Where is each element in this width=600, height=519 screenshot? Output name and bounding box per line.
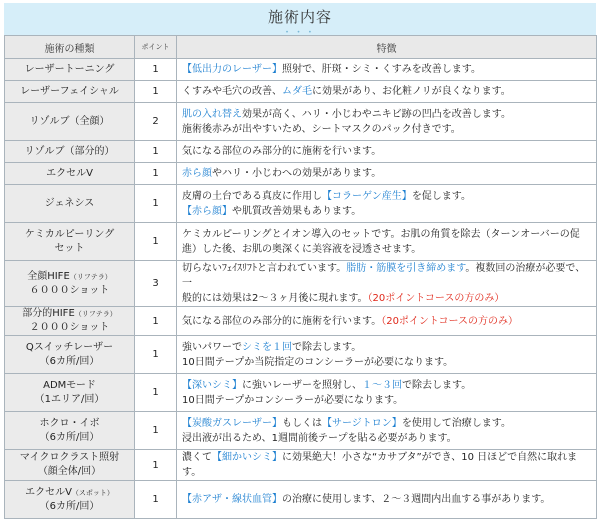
table-row: [5, 163, 597, 185]
feature-text: もしくは: [282, 417, 322, 429]
feature-text: を使用して治療します。: [401, 417, 512, 429]
feature-text: 皮膚の土台である真皮に作用し: [182, 190, 322, 202]
treatment-name-main: リゾルブ（部分的）: [24, 145, 115, 157]
column-header-name: 施術の種類: [5, 36, 135, 59]
feature-text: 強いパワーで: [182, 341, 242, 353]
points-value: 1: [135, 59, 177, 81]
points-value: 1: [135, 307, 177, 336]
highlight-text: ムダ毛: [282, 86, 312, 97]
features-cell: [177, 185, 597, 223]
features-cell: [177, 81, 597, 103]
points-value: 1: [135, 481, 177, 519]
highlight-text: 【赤アザ・線状血管】: [182, 494, 282, 505]
treatment-name-main: Qスイッチレーザー: [25, 341, 114, 353]
features-cell: [177, 481, 597, 519]
feature-text: や肌質改善効果もあります。: [232, 205, 362, 217]
features-cell: [177, 223, 597, 261]
features-cell: [177, 412, 597, 450]
table-row: [5, 261, 597, 307]
treatment-name: [5, 81, 135, 103]
features-cell: [177, 261, 597, 307]
column-header-points: ポイント: [135, 36, 177, 59]
feature-text: 気になる部位のみ部分的に施術を行います。: [182, 146, 382, 157]
feature-text: 切らないﾌｪｲｽﾘﾌﾄと言われています。: [182, 263, 347, 274]
table-row: [5, 307, 597, 336]
treatment-name-sub: セット: [54, 242, 85, 254]
treatment-name-main: レーザーフェイシャル: [20, 85, 119, 97]
feature-text: 濃くて: [182, 452, 212, 463]
table-row: [5, 81, 597, 103]
treatment-name-note: （リフテラ）: [69, 272, 112, 281]
points-value: 1: [135, 141, 177, 163]
highlight-text: 【赤ら顔】: [182, 205, 232, 217]
points-value: 2: [135, 103, 177, 141]
treatment-name-main: 部分的HIFE: [22, 308, 75, 319]
treatment-name: [5, 185, 135, 223]
highlight-text: １～３回: [362, 379, 402, 391]
treatment-name: [5, 307, 135, 336]
table-row: [5, 59, 597, 81]
page-title: 施術内容: [267, 8, 332, 26]
treatment-name: [5, 163, 135, 185]
treatment-name-main: エクセルV: [46, 167, 93, 179]
feature-text: 浸出液が出るため、1週間前後テープを貼る必要があります。: [182, 432, 457, 444]
features-cell: [177, 141, 597, 163]
treatment-name-main: ホクロ・イボ: [39, 417, 100, 429]
treatment-name: [5, 336, 135, 374]
features-cell: [177, 307, 597, 336]
feature-text: 照射で、肝斑・シミ・くすみを改善します。: [282, 64, 481, 75]
features-cell: [177, 450, 597, 481]
table-body: [5, 59, 597, 519]
treatment-table: [4, 35, 597, 519]
highlight-text: 【サージトロン】: [322, 417, 402, 429]
note-text: （20ポイントコースの方のみ）: [381, 315, 519, 327]
treatment-name-sub: ２０００ショット: [29, 322, 110, 333]
treatment-name: [5, 450, 135, 481]
table-row: [5, 103, 597, 141]
points-value: 1: [135, 223, 177, 261]
points-value: 1: [135, 185, 177, 223]
highlight-text: 脂肪・筋膜を引き締めます: [346, 263, 466, 274]
table-row: [5, 450, 597, 481]
treatment-name: [5, 261, 135, 307]
highlight-text: シミを１回: [242, 341, 292, 353]
feature-text: 効果が高く、ハリ・小じわやニキビ跡の凹凸を改善します。: [242, 108, 511, 120]
title-bar: [4, 3, 596, 35]
title-dots-decoration: • • •: [285, 29, 315, 36]
note-text: （20ポイントコースの方のみ）: [367, 293, 505, 304]
feature-text: 。複数回の治療が必要で、一: [182, 263, 586, 289]
table-row: [5, 412, 597, 450]
treatment-name-sub: （1エリア/回）: [34, 393, 105, 405]
treatment-name-note: （リフテラ）: [74, 310, 117, 318]
table-row: [5, 141, 597, 163]
highlight-text: 【低出力のレーザー】: [182, 64, 282, 75]
table-row: [5, 336, 597, 374]
points-value: 3: [135, 261, 177, 307]
feature-text: 10日間テープかコンシーラーが必要になります。: [182, 394, 404, 406]
points-value: 1: [135, 450, 177, 481]
treatment-name-sub: （顔全体/回）: [37, 466, 102, 477]
table-row: [5, 185, 597, 223]
feature-text: で除去します。: [292, 341, 362, 353]
treatment-name-main: 全顔HIFE: [27, 270, 70, 282]
highlight-text: 【炭酸ガスレーザー】: [182, 417, 282, 429]
points-value: 1: [135, 374, 177, 412]
features-cell: [177, 163, 597, 185]
treatment-name-main: ADMモード: [43, 379, 96, 391]
feature-text: に効果があり、お化粧ノリが良くなります。: [312, 86, 511, 97]
feature-text: やハリ・小じわへの効果があります。: [212, 168, 382, 179]
treatment-name: [5, 223, 135, 261]
treatment-name-sub: （6カ所/回）: [39, 355, 100, 367]
feature-text: 般的には効果は2～３ヶ月後に現れます。: [182, 293, 368, 304]
treatment-name: [5, 141, 135, 163]
features-cell: [177, 59, 597, 81]
treatment-name: [5, 412, 135, 450]
treatment-name-sub: （6カ所/回）: [39, 431, 100, 443]
table-row: [5, 223, 597, 261]
feature-text: くすみや毛穴の改善、: [182, 86, 282, 97]
feature-text: 10日間テープか当院指定のコンシーラーが必要になります。: [182, 356, 454, 368]
highlight-text: 【コラーゲン産生】: [322, 190, 412, 202]
feature-text: に効果絶大！小さな“カサブタ”ができ、10 日ほどで自然に取れます。: [182, 452, 578, 478]
features-cell: [177, 374, 597, 412]
feature-text: に強いレーザーを照射し、: [242, 379, 362, 391]
treatment-name-main: マイクロクラスト照射: [19, 452, 120, 463]
points-value: 1: [135, 336, 177, 374]
highlight-text: 【細かいシミ】: [212, 452, 282, 463]
column-header-features: 特徴: [177, 36, 597, 59]
feature-text: 気になる部位のみ部分的に施術を行います。: [182, 315, 382, 327]
treatment-name: [5, 481, 135, 519]
table-row: [5, 481, 597, 519]
highlight-text: 赤ら顔: [182, 168, 212, 179]
treatment-name-sub: （6カ所/回）: [39, 500, 100, 512]
feature-text: ケミカルピーリングとイオン導入のセットです。お肌の角質を除去（ターンオーバーの促: [182, 228, 580, 240]
treatment-name-main: ケミカルピーリング: [24, 228, 115, 240]
feature-text: 進）した後、お肌の奥深くに美容液を浸透させます。: [182, 243, 422, 255]
highlight-text: 【深いシミ】: [182, 379, 242, 391]
treatment-name: [5, 374, 135, 412]
features-cell: [177, 103, 597, 141]
treatment-name-main: リゾルブ（全顔）: [29, 115, 110, 127]
treatment-name-main: レーザートーニング: [24, 63, 115, 75]
treatment-name: [5, 103, 135, 141]
treatment-name-main: ジェネシス: [44, 197, 95, 209]
points-value: 1: [135, 412, 177, 450]
treatment-name: [5, 59, 135, 81]
points-value: 1: [135, 81, 177, 103]
table-row: [5, 374, 597, 412]
treatment-name-note: （スポット）: [71, 488, 114, 497]
treatment-name-sub: ６０００ショット: [29, 284, 110, 296]
feature-text: の治療に使用します、２～３週間内出血する事があります。: [282, 494, 551, 505]
feature-text: で除去します。: [402, 379, 472, 391]
highlight-text: 肌の入れ替え: [182, 108, 242, 120]
table-header-row: [5, 36, 597, 59]
treatment-name-main: エクセルV: [25, 486, 72, 498]
feature-text: 施術後赤みが出やすいため、シートマスクのパック付きです。: [182, 123, 461, 135]
points-value: 1: [135, 163, 177, 185]
feature-text: を促します。: [411, 190, 472, 202]
features-cell: [177, 336, 597, 374]
